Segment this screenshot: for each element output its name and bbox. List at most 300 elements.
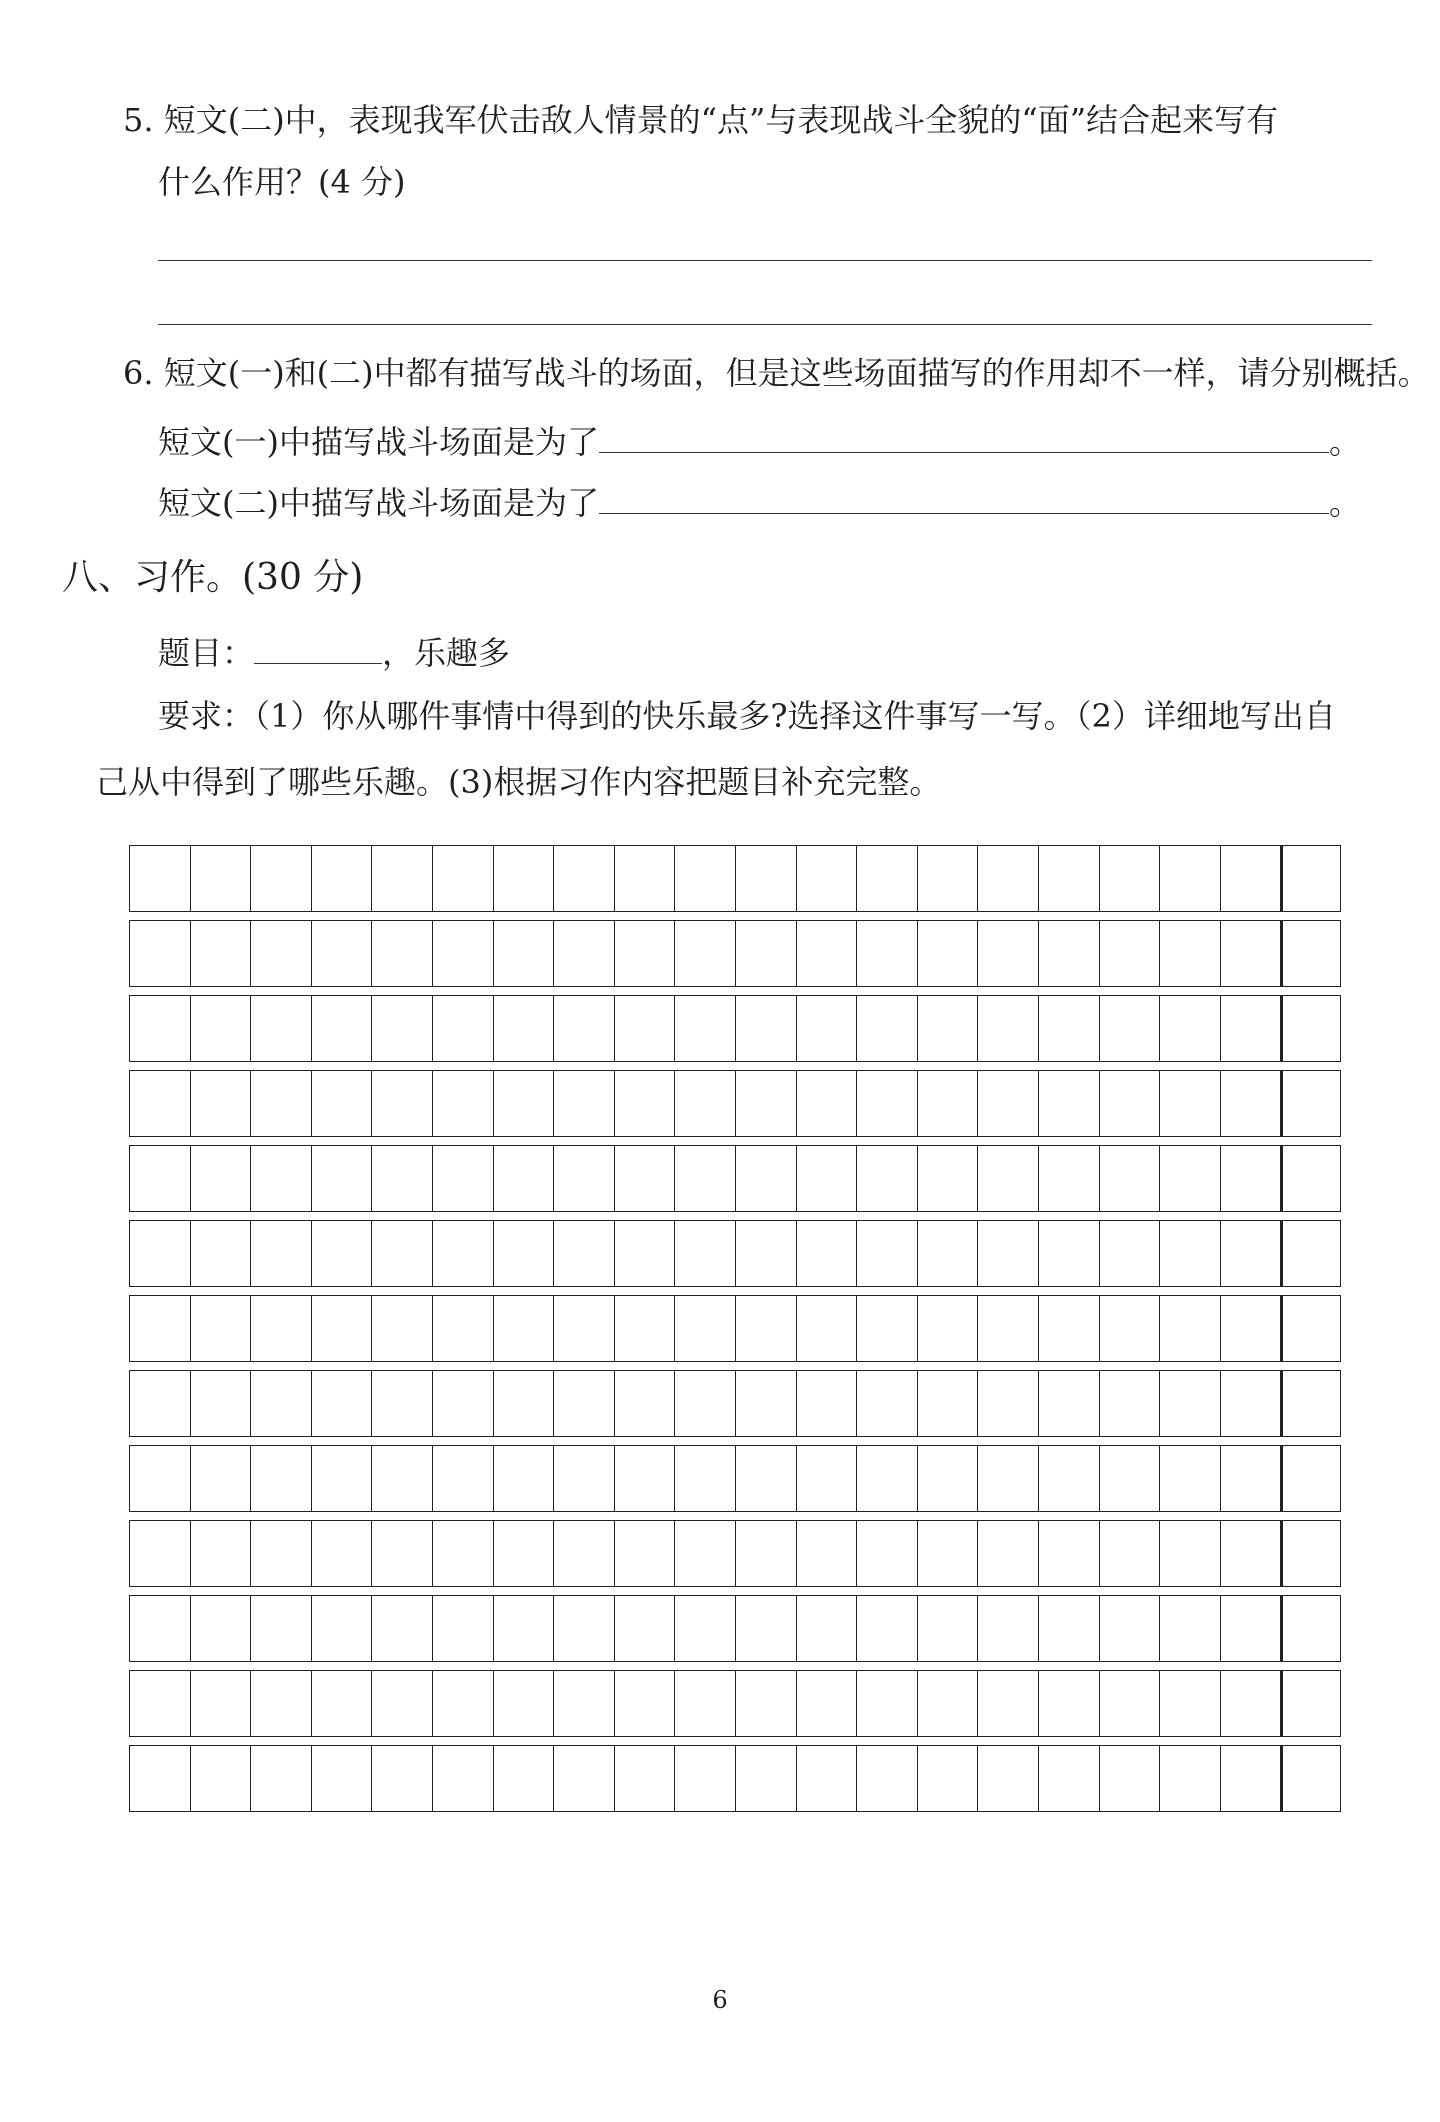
- grid-cell[interactable]: [1038, 996, 1099, 1061]
- grid-row: [129, 995, 1341, 1062]
- grid-cell[interactable]: [1099, 1371, 1160, 1436]
- grid-cell[interactable]: [1099, 1296, 1160, 1361]
- grid-cell[interactable]: [311, 1071, 372, 1136]
- grid-cell[interactable]: [371, 1521, 432, 1586]
- grid-cell[interactable]: [1038, 1221, 1099, 1286]
- grid-cell[interactable]: [735, 921, 796, 986]
- grid-cell[interactable]: [311, 1296, 372, 1361]
- grid-cell[interactable]: [1038, 1296, 1099, 1361]
- grid-cell[interactable]: [311, 1146, 372, 1211]
- grid-cell[interactable]: [796, 996, 857, 1061]
- grid-cell[interactable]: [977, 1221, 1038, 1286]
- grid-cell[interactable]: [190, 921, 251, 986]
- grid-cell[interactable]: [735, 1146, 796, 1211]
- grid-cell[interactable]: [129, 1521, 190, 1586]
- grid-cell[interactable]: [371, 846, 432, 911]
- grid-cell[interactable]: [796, 1521, 857, 1586]
- grid-cell[interactable]: [1038, 1521, 1099, 1586]
- grid-cell[interactable]: [553, 996, 614, 1061]
- grid-cell[interactable]: [190, 1746, 251, 1811]
- grid-cell[interactable]: [796, 1296, 857, 1361]
- grid-cell[interactable]: [190, 1446, 251, 1511]
- grid-cell[interactable]: [796, 1446, 857, 1511]
- grid-cell[interactable]: [856, 1446, 917, 1511]
- grid-cell[interactable]: [977, 1596, 1038, 1661]
- grid-cell[interactable]: [1099, 1596, 1160, 1661]
- grid-cell[interactable]: [674, 996, 735, 1061]
- grid-cell[interactable]: [493, 1446, 554, 1511]
- grid-cell[interactable]: [735, 1371, 796, 1436]
- grid-cell[interactable]: [432, 996, 493, 1061]
- grid-cell[interactable]: [493, 1071, 554, 1136]
- grid-cell[interactable]: [371, 1446, 432, 1511]
- grid-cell[interactable]: [796, 1071, 857, 1136]
- grid-cell[interactable]: [796, 1596, 857, 1661]
- grid-cell[interactable]: [250, 1071, 311, 1136]
- grid-cell[interactable]: [129, 1146, 190, 1211]
- grid-cell[interactable]: [1159, 1521, 1220, 1586]
- grid-cell[interactable]: [1159, 1671, 1220, 1736]
- grid-cell[interactable]: [796, 846, 857, 911]
- grid-cell[interactable]: [311, 1671, 372, 1736]
- grid-cell[interactable]: [432, 1371, 493, 1436]
- grid-cell[interactable]: [432, 1296, 493, 1361]
- grid-row-gap: [129, 1362, 1341, 1370]
- grid-cell[interactable]: [674, 1521, 735, 1586]
- grid-cell[interactable]: [493, 1596, 554, 1661]
- grid-cell[interactable]: [1159, 1446, 1220, 1511]
- grid-cell[interactable]: [553, 921, 614, 986]
- grid-cell[interactable]: [674, 1071, 735, 1136]
- grid-cell[interactable]: [432, 1146, 493, 1211]
- grid-cell[interactable]: [917, 1146, 978, 1211]
- grid-cell[interactable]: [371, 1671, 432, 1736]
- grid-cell[interactable]: [1220, 921, 1281, 986]
- grid-cell[interactable]: [371, 1296, 432, 1361]
- grid-cell[interactable]: [190, 1221, 251, 1286]
- grid-cell[interactable]: [190, 1671, 251, 1736]
- grid-cell[interactable]: [129, 1746, 190, 1811]
- grid-cell[interactable]: [614, 1071, 675, 1136]
- grid-cell[interactable]: [1220, 1521, 1281, 1586]
- grid-cell[interactable]: [432, 846, 493, 911]
- grid-cell[interactable]: [1038, 846, 1099, 911]
- grid-cell[interactable]: [977, 1671, 1038, 1736]
- writing-grid[interactable]: [129, 845, 1341, 1812]
- grid-cell[interactable]: [311, 996, 372, 1061]
- grid-cell[interactable]: [493, 921, 554, 986]
- grid-cell[interactable]: [674, 1146, 735, 1211]
- grid-cell[interactable]: [614, 1371, 675, 1436]
- grid-cell[interactable]: [250, 1596, 311, 1661]
- grid-cell[interactable]: [250, 921, 311, 986]
- grid-cell[interactable]: [1159, 1221, 1220, 1286]
- grid-cell[interactable]: [432, 1671, 493, 1736]
- grid-cell[interactable]: [735, 1671, 796, 1736]
- grid-cell[interactable]: [1099, 1671, 1160, 1736]
- q5-text-line1: 5. 短文(二)中，表现我军伏击敌人情景的“点”与表现战斗全貌的“面”结合起来写有: [123, 101, 1279, 139]
- grid-cell[interactable]: [614, 1746, 675, 1811]
- grid-cell[interactable]: [493, 846, 554, 911]
- grid-cell[interactable]: [371, 921, 432, 986]
- grid-cell[interactable]: [493, 1371, 554, 1436]
- grid-cell[interactable]: [1038, 1146, 1099, 1211]
- grid-cell[interactable]: [856, 1671, 917, 1736]
- grid-row-gap: [129, 1512, 1341, 1520]
- grid-cell[interactable]: [1280, 1221, 1341, 1286]
- grid-cell[interactable]: [1280, 1296, 1341, 1361]
- grid-cell[interactable]: [553, 1221, 614, 1286]
- q6-answer-blank-a[interactable]: [599, 422, 1329, 453]
- grid-cell[interactable]: [1159, 1071, 1220, 1136]
- grid-cell[interactable]: [432, 1446, 493, 1511]
- grid-cell[interactable]: [977, 1146, 1038, 1211]
- grid-cell[interactable]: [674, 1221, 735, 1286]
- grid-cell[interactable]: [553, 1146, 614, 1211]
- grid-cell[interactable]: [735, 1221, 796, 1286]
- grid-cell[interactable]: [796, 1746, 857, 1811]
- grid-cell[interactable]: [311, 1596, 372, 1661]
- grid-cell[interactable]: [1159, 1146, 1220, 1211]
- grid-cell[interactable]: [614, 1221, 675, 1286]
- grid-cell[interactable]: [1038, 1596, 1099, 1661]
- grid-row: [129, 1295, 1341, 1362]
- grid-cell[interactable]: [1220, 1146, 1281, 1211]
- grid-cell[interactable]: [432, 1521, 493, 1586]
- grid-cell[interactable]: [917, 996, 978, 1061]
- grid-cell[interactable]: [553, 1671, 614, 1736]
- grid-cell[interactable]: [190, 846, 251, 911]
- grid-cell[interactable]: [674, 1596, 735, 1661]
- grid-cell[interactable]: [977, 921, 1038, 986]
- grid-cell[interactable]: [1159, 1371, 1220, 1436]
- grid-cell[interactable]: [129, 1671, 190, 1736]
- grid-cell[interactable]: [917, 1296, 978, 1361]
- grid-cell[interactable]: [1280, 996, 1341, 1061]
- grid-cell[interactable]: [796, 1146, 857, 1211]
- grid-cell[interactable]: [856, 921, 917, 986]
- grid-cell[interactable]: [674, 921, 735, 986]
- grid-cell[interactable]: [917, 921, 978, 986]
- grid-cell[interactable]: [856, 1371, 917, 1436]
- grid-cell[interactable]: [553, 1521, 614, 1586]
- grid-cell[interactable]: [856, 1521, 917, 1586]
- grid-cell[interactable]: [856, 1221, 917, 1286]
- grid-cell[interactable]: [614, 1671, 675, 1736]
- grid-cell[interactable]: [1220, 1671, 1281, 1736]
- grid-cell[interactable]: [1280, 1596, 1341, 1661]
- essay-title-row: [158, 633, 510, 673]
- grid-cell[interactable]: [129, 1596, 190, 1661]
- grid-cell[interactable]: [553, 846, 614, 911]
- q6-end-mark-b: 。: [1328, 484, 1361, 522]
- q5-answer-line-2[interactable]: [158, 324, 1372, 325]
- grid-cell[interactable]: [493, 1746, 554, 1811]
- essay-title-label: 题目：: [158, 634, 255, 672]
- grid-cell[interactable]: [190, 1146, 251, 1211]
- grid-row: [129, 1520, 1341, 1587]
- grid-cell[interactable]: [674, 1746, 735, 1811]
- grid-cell[interactable]: [311, 846, 372, 911]
- grid-cell[interactable]: [1280, 1521, 1341, 1586]
- grid-cell[interactable]: [190, 1596, 251, 1661]
- q6-end-mark-a: 。: [1328, 423, 1361, 461]
- grid-cell[interactable]: [1099, 1221, 1160, 1286]
- grid-cell[interactable]: [250, 1296, 311, 1361]
- grid-cell[interactable]: [1159, 1746, 1220, 1811]
- grid-cell[interactable]: [735, 1521, 796, 1586]
- grid-cell[interactable]: [1220, 1596, 1281, 1661]
- grid-cell[interactable]: [1038, 1671, 1099, 1736]
- grid-cell[interactable]: [1280, 1671, 1341, 1736]
- grid-cell[interactable]: [129, 996, 190, 1061]
- q6-answer-blank-b[interactable]: [599, 483, 1329, 514]
- grid-cell[interactable]: [311, 1221, 372, 1286]
- grid-row-gap: [129, 1437, 1341, 1445]
- grid-cell[interactable]: [856, 1071, 917, 1136]
- grid-cell[interactable]: [553, 1596, 614, 1661]
- grid-cell[interactable]: [1159, 921, 1220, 986]
- grid-cell[interactable]: [1220, 1071, 1281, 1136]
- grid-cell[interactable]: [1038, 1371, 1099, 1436]
- q6-prompt-b: 短文(二)中描写战斗场面是为了: [158, 484, 599, 522]
- grid-cell[interactable]: [796, 1671, 857, 1736]
- grid-row-gap: [129, 912, 1341, 920]
- grid-cell[interactable]: [1220, 996, 1281, 1061]
- essay-requirements-line2: 己从中得到了哪些乐趣。(3)根据习作内容把题目补充完整。: [96, 763, 942, 801]
- q6-prompt-a-row: [158, 422, 1361, 462]
- grid-cell[interactable]: [250, 1446, 311, 1511]
- grid-cell[interactable]: [1220, 1371, 1281, 1436]
- grid-cell[interactable]: [1159, 846, 1220, 911]
- grid-cell[interactable]: [856, 1596, 917, 1661]
- grid-cell[interactable]: [614, 1596, 675, 1661]
- grid-cell[interactable]: [1280, 1146, 1341, 1211]
- grid-cell[interactable]: [856, 1146, 917, 1211]
- grid-cell[interactable]: [917, 1671, 978, 1736]
- grid-cell[interactable]: [250, 1671, 311, 1736]
- grid-cell[interactable]: [371, 1746, 432, 1811]
- grid-cell[interactable]: [553, 1746, 614, 1811]
- grid-cell[interactable]: [1220, 1446, 1281, 1511]
- grid-cell[interactable]: [1099, 1446, 1160, 1511]
- grid-cell[interactable]: [493, 1671, 554, 1736]
- grid-cell[interactable]: [917, 1446, 978, 1511]
- grid-cell[interactable]: [796, 1371, 857, 1436]
- grid-cell[interactable]: [735, 1596, 796, 1661]
- grid-cell[interactable]: [917, 846, 978, 911]
- essay-title-suffix: ，乐趣多: [382, 634, 511, 672]
- grid-cell[interactable]: [1099, 1071, 1160, 1136]
- grid-cell[interactable]: [735, 1296, 796, 1361]
- grid-cell[interactable]: [614, 1446, 675, 1511]
- grid-cell[interactable]: [1038, 921, 1099, 986]
- grid-cell[interactable]: [917, 1371, 978, 1436]
- grid-cell[interactable]: [493, 1521, 554, 1586]
- grid-cell[interactable]: [917, 1746, 978, 1811]
- grid-cell[interactable]: [553, 1071, 614, 1136]
- grid-cell[interactable]: [674, 1296, 735, 1361]
- grid-cell[interactable]: [371, 1596, 432, 1661]
- grid-cell[interactable]: [977, 1371, 1038, 1436]
- grid-cell[interactable]: [1220, 1296, 1281, 1361]
- grid-cell[interactable]: [129, 1371, 190, 1436]
- grid-cell[interactable]: [250, 1146, 311, 1211]
- grid-cell[interactable]: [190, 1071, 251, 1136]
- grid-cell[interactable]: [190, 1296, 251, 1361]
- grid-cell[interactable]: [250, 996, 311, 1061]
- grid-cell[interactable]: [1280, 1446, 1341, 1511]
- grid-cell[interactable]: [432, 1221, 493, 1286]
- grid-cell[interactable]: [614, 846, 675, 911]
- grid-cell[interactable]: [977, 1521, 1038, 1586]
- grid-cell[interactable]: [371, 1071, 432, 1136]
- grid-cell[interactable]: [250, 1746, 311, 1811]
- grid-cell[interactable]: [1220, 846, 1281, 911]
- grid-cell[interactable]: [371, 1371, 432, 1436]
- grid-cell[interactable]: [614, 1296, 675, 1361]
- grid-row: [129, 1670, 1341, 1737]
- grid-cell[interactable]: [129, 921, 190, 986]
- grid-cell[interactable]: [371, 1146, 432, 1211]
- grid-cell[interactable]: [917, 1521, 978, 1586]
- grid-cell[interactable]: [614, 996, 675, 1061]
- grid-cell[interactable]: [432, 1596, 493, 1661]
- grid-cell[interactable]: [977, 1746, 1038, 1811]
- grid-cell[interactable]: [977, 996, 1038, 1061]
- grid-cell[interactable]: [493, 1221, 554, 1286]
- grid-cell[interactable]: [674, 1371, 735, 1436]
- grid-cell[interactable]: [250, 1521, 311, 1586]
- grid-cell[interactable]: [735, 1446, 796, 1511]
- grid-cell[interactable]: [190, 1371, 251, 1436]
- grid-cell[interactable]: [311, 1746, 372, 1811]
- q5-answer-line-1[interactable]: [158, 260, 1372, 261]
- grid-cell[interactable]: [1099, 846, 1160, 911]
- grid-row-gap: [129, 987, 1341, 995]
- grid-cell[interactable]: [735, 996, 796, 1061]
- grid-cell[interactable]: [129, 1446, 190, 1511]
- grid-row-gap: [129, 1287, 1341, 1295]
- grid-cell[interactable]: [1099, 1746, 1160, 1811]
- grid-row: [129, 1370, 1341, 1437]
- grid-row-gap: [129, 1737, 1341, 1745]
- grid-cell[interactable]: [432, 1071, 493, 1136]
- grid-cell[interactable]: [856, 996, 917, 1061]
- grid-cell[interactable]: [674, 1446, 735, 1511]
- grid-cell[interactable]: [311, 1371, 372, 1436]
- essay-title-blank[interactable]: [254, 633, 382, 664]
- grid-cell[interactable]: [1159, 996, 1220, 1061]
- grid-cell[interactable]: [311, 1521, 372, 1586]
- grid-cell[interactable]: [1280, 846, 1341, 911]
- grid-cell[interactable]: [129, 1071, 190, 1136]
- grid-cell[interactable]: [977, 1446, 1038, 1511]
- grid-cell[interactable]: [856, 1746, 917, 1811]
- grid-cell[interactable]: [371, 1221, 432, 1286]
- grid-cell[interactable]: [735, 1071, 796, 1136]
- grid-cell[interactable]: [917, 1596, 978, 1661]
- grid-cell[interactable]: [1099, 921, 1160, 986]
- grid-cell[interactable]: [1280, 1371, 1341, 1436]
- grid-cell[interactable]: [674, 1671, 735, 1736]
- grid-cell[interactable]: [493, 1296, 554, 1361]
- grid-cell[interactable]: [977, 1296, 1038, 1361]
- grid-cell[interactable]: [917, 1221, 978, 1286]
- grid-cell[interactable]: [190, 996, 251, 1061]
- grid-cell[interactable]: [1159, 1296, 1220, 1361]
- grid-cell[interactable]: [129, 846, 190, 911]
- grid-cell[interactable]: [1099, 996, 1160, 1061]
- grid-cell[interactable]: [735, 1746, 796, 1811]
- grid-row-gap: [129, 1062, 1341, 1070]
- grid-cell[interactable]: [1280, 921, 1341, 986]
- q6-prompt-b-row: [158, 483, 1361, 523]
- grid-cell[interactable]: [250, 1371, 311, 1436]
- grid-cell[interactable]: [1220, 1221, 1281, 1286]
- grid-cell[interactable]: [1280, 1071, 1341, 1136]
- section8-heading: 八、习作。(30 分): [62, 557, 364, 598]
- grid-cell[interactable]: [977, 846, 1038, 911]
- grid-cell[interactable]: [311, 921, 372, 986]
- grid-cell[interactable]: [735, 846, 796, 911]
- grid-cell[interactable]: [1220, 1746, 1281, 1811]
- grid-cell[interactable]: [493, 1146, 554, 1211]
- grid-cell[interactable]: [1038, 1071, 1099, 1136]
- grid-cell[interactable]: [493, 996, 554, 1061]
- grid-cell[interactable]: [129, 1221, 190, 1286]
- grid-cell[interactable]: [614, 1146, 675, 1211]
- grid-cell[interactable]: [917, 1071, 978, 1136]
- grid-row: [129, 845, 1341, 912]
- grid-row: [129, 1220, 1341, 1287]
- grid-cell[interactable]: [1038, 1746, 1099, 1811]
- grid-cell[interactable]: [553, 1446, 614, 1511]
- grid-cell[interactable]: [614, 1521, 675, 1586]
- grid-cell[interactable]: [553, 1296, 614, 1361]
- grid-cell[interactable]: [250, 846, 311, 911]
- grid-cell[interactable]: [190, 1521, 251, 1586]
- grid-cell[interactable]: [796, 921, 857, 986]
- grid-cell[interactable]: [1099, 1146, 1160, 1211]
- grid-row: [129, 920, 1341, 987]
- grid-cell[interactable]: [1099, 1521, 1160, 1586]
- grid-row-gap: [129, 1662, 1341, 1670]
- q5-text-line2: 什么作用？(4 分): [158, 163, 406, 201]
- grid-cell[interactable]: [371, 996, 432, 1061]
- grid-row-gap: [129, 1137, 1341, 1145]
- grid-row: [129, 1145, 1341, 1212]
- grid-cell[interactable]: [856, 1296, 917, 1361]
- grid-cell[interactable]: [1159, 1596, 1220, 1661]
- grid-cell[interactable]: [1038, 1446, 1099, 1511]
- grid-row: [129, 1070, 1341, 1137]
- grid-cell[interactable]: [674, 846, 735, 911]
- grid-cell[interactable]: [614, 921, 675, 986]
- grid-cell[interactable]: [1280, 1746, 1341, 1811]
- grid-cell[interactable]: [553, 1371, 614, 1436]
- grid-cell[interactable]: [432, 921, 493, 986]
- grid-cell[interactable]: [250, 1221, 311, 1286]
- essay-requirements-line1: 要求：（1）你从哪件事情中得到的快乐最多?选择这件事写一写。（2）详细地写出自: [158, 697, 1336, 735]
- grid-cell[interactable]: [129, 1296, 190, 1361]
- grid-cell[interactable]: [311, 1446, 372, 1511]
- grid-cell[interactable]: [977, 1071, 1038, 1136]
- grid-cell[interactable]: [796, 1221, 857, 1286]
- grid-row: [129, 1445, 1341, 1512]
- grid-cell[interactable]: [432, 1746, 493, 1811]
- grid-cell[interactable]: [856, 846, 917, 911]
